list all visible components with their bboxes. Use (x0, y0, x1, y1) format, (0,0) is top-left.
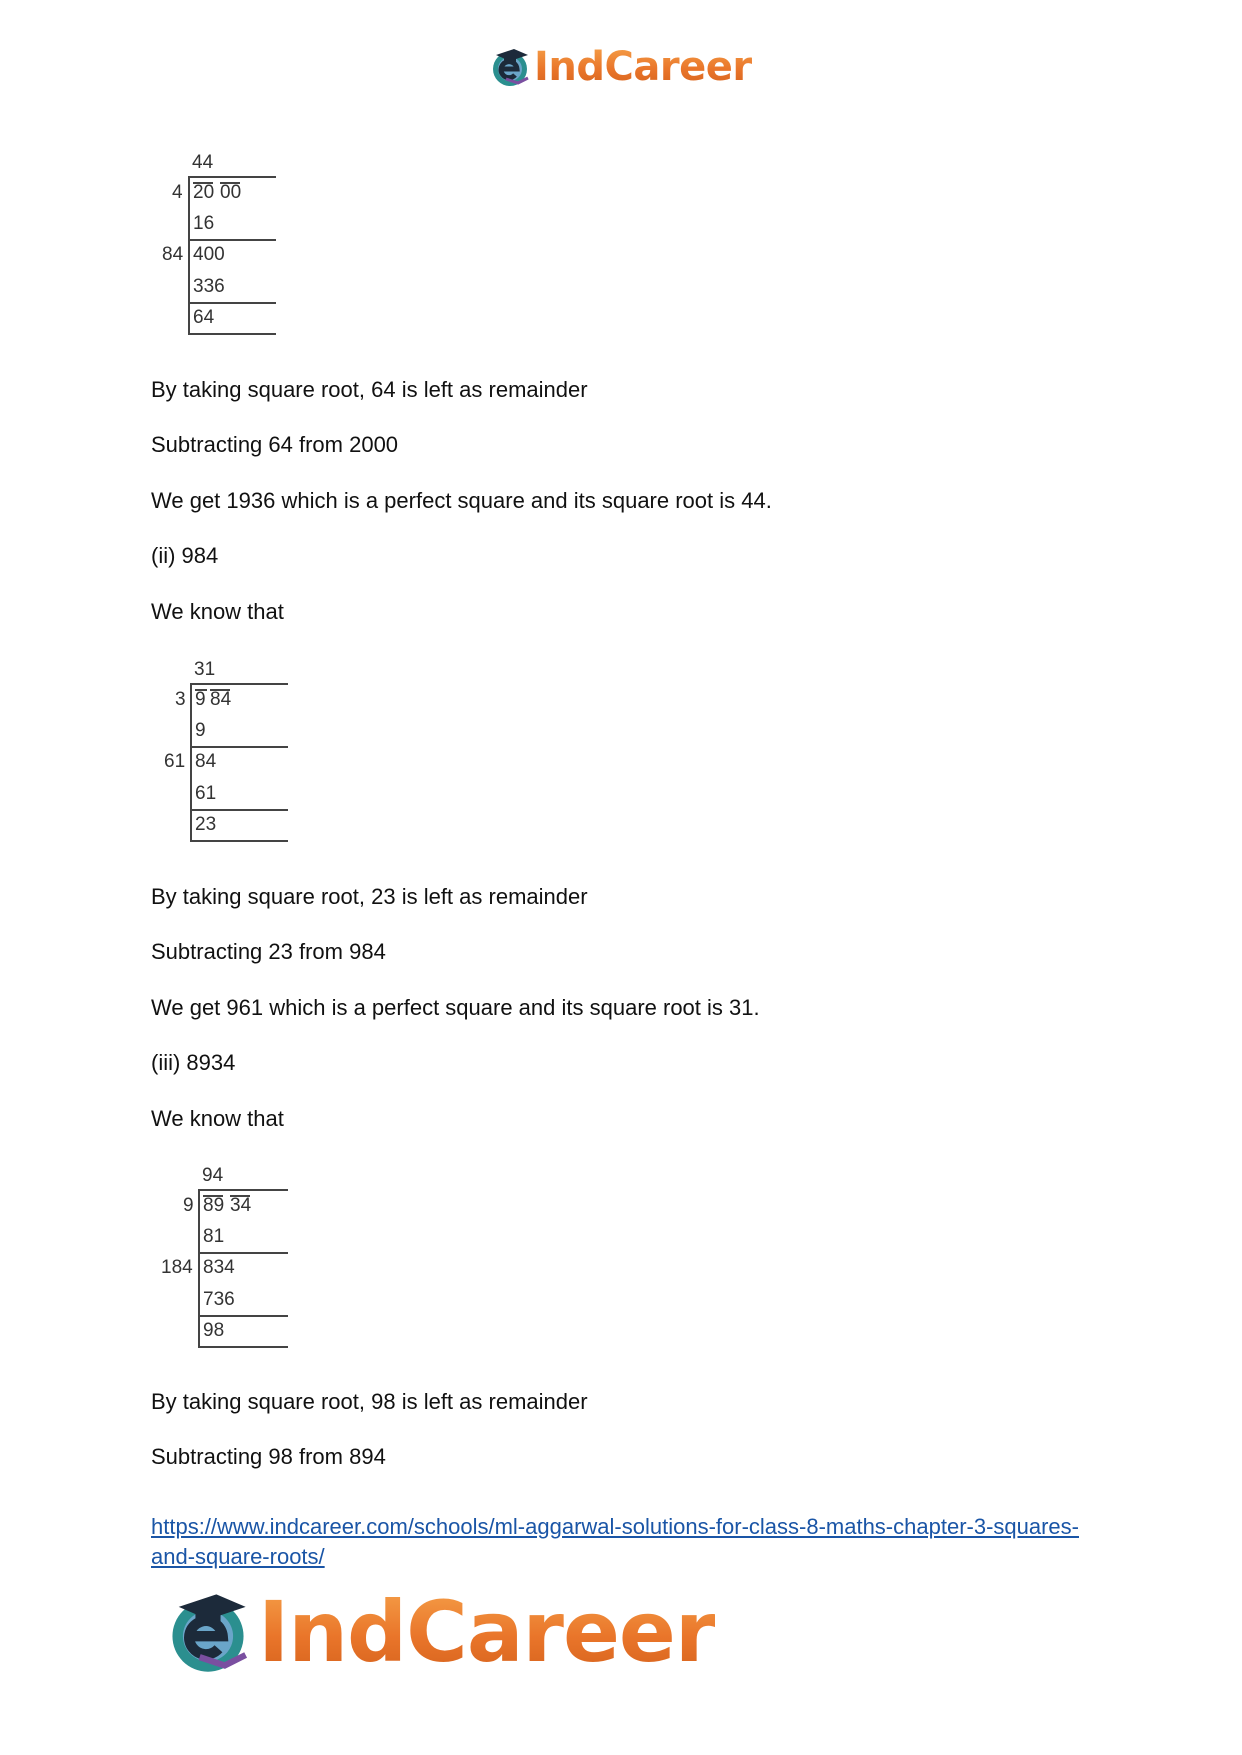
remainder: 98 (203, 1320, 225, 1341)
indcareer-logo-footer (162, 1582, 715, 1682)
paragraph: We know that (151, 599, 284, 624)
paragraph: We get 1936 which is a perfect square and its square root is 44. (151, 488, 772, 513)
divisor: 84 (162, 244, 184, 265)
graduation-cap-e-icon (488, 45, 532, 89)
logo-wordmark: IndCareer (534, 44, 752, 90)
paragraph: By taking square root, 64 is left as remainder (151, 377, 588, 402)
step-value: 834 (203, 1257, 235, 1278)
logo-wordmark: IndCareer (258, 1583, 716, 1681)
step-value: 9 (195, 720, 206, 741)
paragraph: Subtracting 98 from 894 (151, 1444, 386, 1469)
paragraph: We know that (151, 1106, 284, 1131)
remainder: 64 (193, 307, 215, 328)
quotient: 44 (192, 152, 214, 173)
step-value: 61 (195, 783, 217, 804)
paragraph: Subtracting 23 from 984 (151, 939, 386, 964)
dividend-group: 20 (193, 182, 215, 203)
paragraph: (ii) 984 (151, 543, 219, 568)
long-division-figure (150, 148, 290, 338)
divisor: 9 (183, 1195, 194, 1216)
source-link[interactable]: https://www.indcareer.com/schools/ml-aggarwal-solutions-for-class-8-maths-chapter-3-squares-and-square-roots/ (151, 1514, 1079, 1569)
dividend-group: 9 (195, 689, 206, 710)
long-division-figure (150, 1161, 300, 1351)
paragraph: By taking square root, 23 is left as remainder (151, 884, 588, 909)
dividend-group: 89 (203, 1195, 225, 1216)
divisor: 61 (164, 751, 186, 772)
quotient: 94 (202, 1165, 224, 1186)
graduation-cap-e-icon (162, 1586, 254, 1678)
step-value: 84 (195, 751, 217, 772)
step-value: 400 (193, 244, 225, 265)
step-value: 736 (203, 1289, 235, 1310)
paragraph: (iii) 8934 (151, 1050, 236, 1075)
dividend-group: 00 (220, 182, 242, 203)
divisor: 4 (172, 182, 183, 203)
dividend-group: 34 (230, 1195, 252, 1216)
step-value: 81 (203, 1226, 225, 1247)
step-value: 16 (193, 213, 215, 234)
quotient: 31 (194, 659, 216, 680)
divisor: 3 (175, 689, 186, 710)
long-division-figure (150, 655, 300, 845)
dividend-group: 84 (210, 689, 232, 710)
indcareer-logo-header (488, 44, 752, 90)
paragraph: We get 961 which is a perfect square and its square root is 31. (151, 995, 760, 1020)
paragraph: By taking square root, 98 is left as remainder (151, 1389, 588, 1414)
remainder: 23 (195, 814, 217, 835)
divisor: 184 (161, 1257, 193, 1278)
paragraph: Subtracting 64 from 2000 (151, 432, 399, 457)
step-value: 336 (193, 276, 225, 297)
